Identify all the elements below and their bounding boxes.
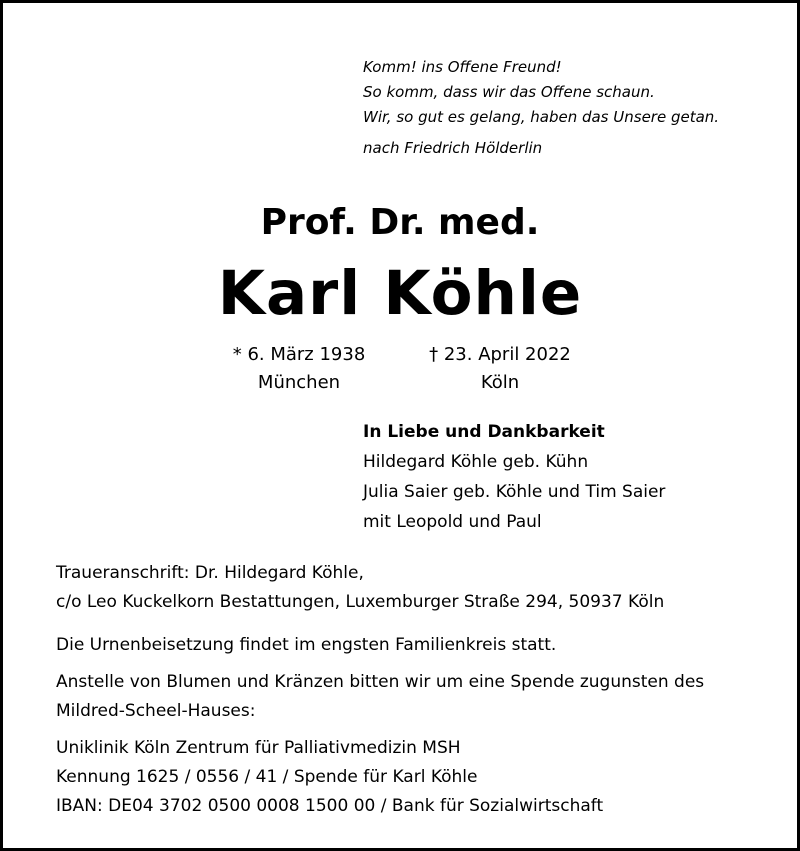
deceased-name: Karl Köhle [217,258,583,329]
bank-details [56,734,776,821]
poem-line: Komm! ins Offene Freund! [363,58,562,76]
bank-line: Uniklinik Köln Zentrum für Palliativmedizin MSH [56,738,461,758]
birth-place: München [257,372,341,393]
honorific-title: Prof. Dr. med. [260,202,540,243]
address-line: Traueranschrift: Dr. Hildegard Köhle, [56,563,364,583]
donation-request [56,668,776,726]
family-heading: In Liebe und Dankbarkeit [363,422,605,442]
mourning-address [56,559,776,617]
family-section [363,417,665,537]
birth-date: * 6. März 1938 [232,344,366,365]
poem-line: So komm, dass wir das Offene schaun. [363,83,655,101]
family-member: Julia Saier geb. Köhle und Tim Saier [363,482,666,502]
birth-info [229,341,369,397]
death-info [423,341,577,397]
family-member: mit Leopold und Paul [363,512,542,532]
poem-quote [363,55,719,161]
address-line: c/o Leo Kuckelkorn Bestattungen, Luxemburger Straße 294, 50937 Köln [56,592,665,612]
family-member: Hildegard Köhle geb. Kühn [363,452,589,472]
bank-line: Kennung 1625 / 0556 / 41 / Spende für Karl Köhle [56,767,478,787]
bank-line: IBAN: DE04 3702 0500 0008 1500 00 / Bank für Sozialwirtschaft [56,796,604,816]
donation-line: Mildred-Scheel-Hauses: [56,701,256,721]
poem-attribution: nach Friedrich Hölderlin [363,139,543,157]
poem-line: Wir, so gut es gelang, haben das Unsere getan. [363,108,720,126]
donation-line: Anstelle von Blumen und Kränzen bitten wir um eine Spende zugunsten des [56,672,705,692]
burial-notice: Die Urnenbeisetzung findet im engsten Familienkreis statt. [56,635,557,655]
death-place: Köln [480,372,520,393]
info-section [56,559,776,821]
death-date: † 23. April 2022 [429,344,571,365]
